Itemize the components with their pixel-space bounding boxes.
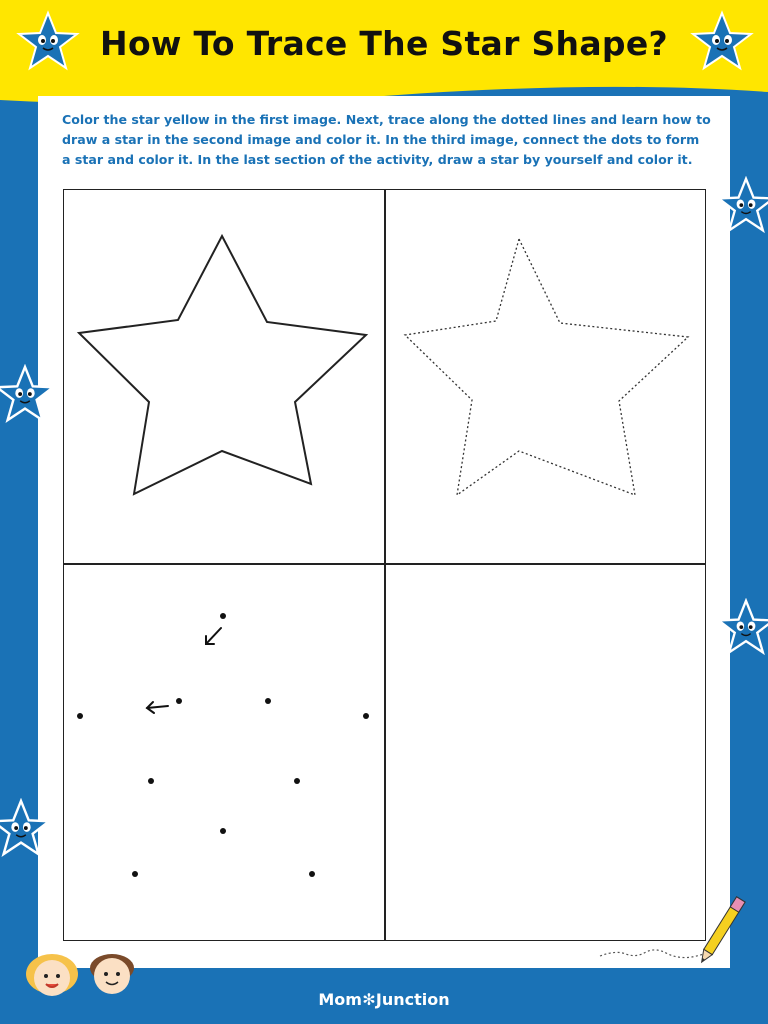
star-mascot-icon: [16, 10, 80, 74]
arrow-icon: [206, 628, 221, 644]
pencil-icon: [596, 892, 756, 964]
page-title: How To Trace The Star Shape?: [100, 24, 668, 63]
brand-name-part1: Mom: [318, 990, 362, 1009]
star-mascot-icon: [690, 10, 754, 74]
instructions-text: Color the star yellow in the first image. Next, trace along the dotted lines and learn how to draw a star in the second image and color it. In the third image, connect the dots to form a star and color it. In the last section of the activity, draw a star by yourself and color it.: [62, 112, 711, 167]
solid-star-panel[interactable]: [63, 189, 384, 563]
star-mascot-icon: [0, 364, 56, 426]
header-banner: [0, 0, 768, 110]
star-mascot-icon: [716, 598, 768, 658]
solid-star-outline: [79, 236, 366, 494]
arrow-icon: [147, 702, 168, 713]
brand-name-part2: Junction: [375, 990, 450, 1009]
connect-dots-panel[interactable]: [63, 564, 384, 940]
dotted-star-outline: [405, 239, 688, 495]
star-dots: [77, 613, 369, 877]
dotted-star-panel[interactable]: [385, 189, 706, 563]
draw-yourself-panel[interactable]: [385, 564, 706, 940]
star-mascot-icon: [0, 798, 52, 860]
brand-logo: [0, 990, 768, 1009]
star-mascot-icon: [716, 176, 768, 236]
brand-logo-mark-icon: ✻: [362, 990, 376, 1009]
